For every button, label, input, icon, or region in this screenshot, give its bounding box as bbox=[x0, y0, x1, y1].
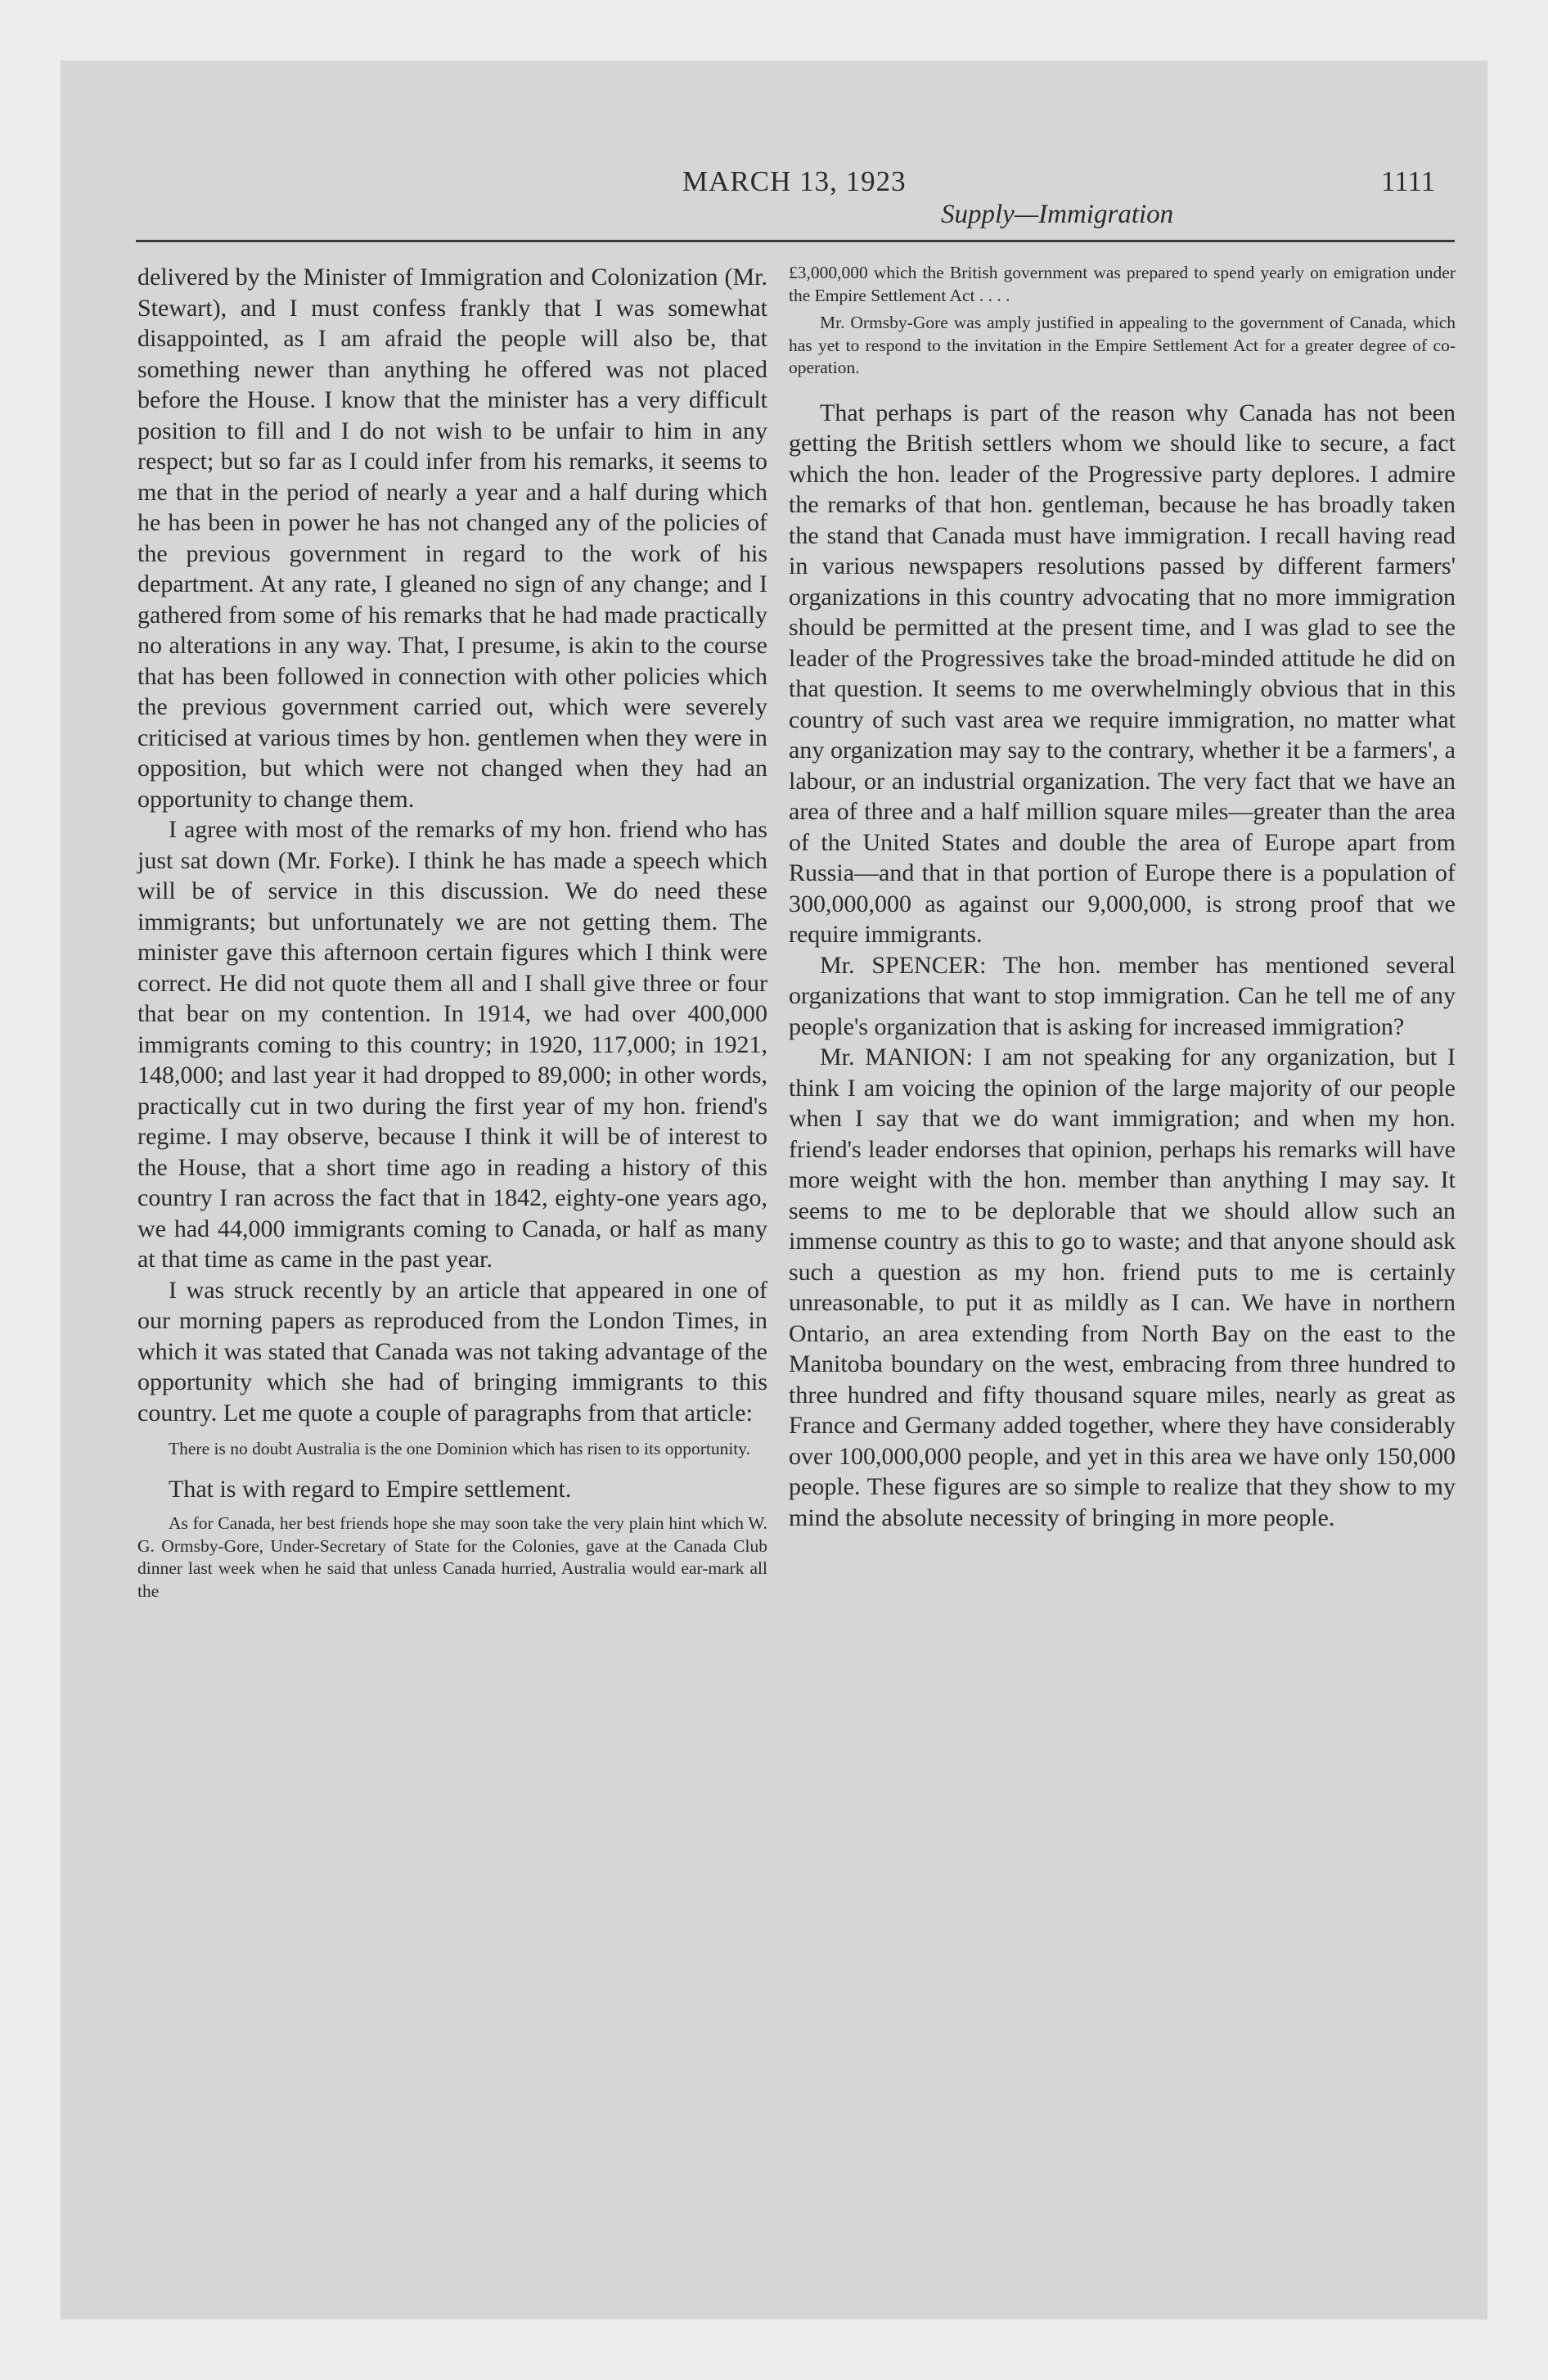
right-column bbox=[789, 262, 1456, 1533]
block-quote: There is no doubt Australia is the one Dominion which has risen to its opportunity. bbox=[169, 1439, 751, 1458]
paragraph: That is with regard to Empire settlement. bbox=[169, 1475, 572, 1503]
page bbox=[61, 61, 1487, 2319]
header-rule bbox=[136, 240, 1455, 242]
header-subject: Supply—Immigration bbox=[941, 200, 1174, 229]
paragraph: That perhaps is part of the reason why Canada has not been getting the British settlers whom we should like to secure, a fact which the hon. leader of the Progressive party deplores. I admire the remarks of that hon. gentleman, because he has broadly taken the stand that Canada must have immigration. I recall having read in various newspapers resolutions passed by different farmers' organizations in this country advocating that no more immigration should be permitted at the present time, and I was glad to see the leader of the Progressives take the broad-minded attitude he did on that question. It seems to me overwhelmingly obvious that in this country of such vast area we require immigration, no matter what any organization may say to the contrary, whether it be a farmers', a labour, or an industrial organization. The very fact that we have an area of three and a half million square miles—greater than the area of the United States and double the area of Europe apart from Russia—and that in that portion of Europe there is a population of 300,000,000 as against our 9,000,000, is strong proof that we require immigrants. bbox=[789, 399, 1456, 948]
block-quote: £3,000,000 which the British government was prepared to spend yearly on emigration under the Empire Settlement Act . . . . bbox=[789, 263, 1456, 305]
paragraph: Mr. SPENCER: The hon. member has mentioned several organizations that want to stop immigration. Can he tell me of any people's organization that is asking for increased immigration? bbox=[789, 951, 1456, 1040]
header-page-number: 1111 bbox=[1381, 165, 1436, 197]
paragraph: Mr. MANION: I am not speaking for any organization, but I think I am voicing the opinion of the large majority of our people when I say that we do want immigration; and when my hon. friend's leader endorses that opinion, perhaps his remarks will have more weight with the hon. member than anything I may say. It seems to me to be deplorable that we should allow such an immense country as this to go to waste; and that anyone should ask such a question as my hon. friend puts to me is certainly unreasonable, to put it as mildly as I can. We have in northern Ontario, an area extending from North Bay on the east to the Manitoba boundary on the west, embracing from three hundred to three hundred and fifty thousand square miles, nearly as great as France and Germany added together, where they have considerably over 100,000,000 people, and yet in this area we have only 150,000 people. These figures are so simple to realize that they show to my mind the absolute necessity of bringing in more people. bbox=[789, 1044, 1456, 1531]
block-quote: As for Canada, her best friends hope she may soon take the very plain hint which W. G. Ormsby-Gore, Under-Secretary of State for the Colonies, gave at the Canada Club dinner last week when he said that unless Canada hurried, Australia would ear-mark all the bbox=[137, 1513, 767, 1601]
block-quote: Mr. Ormsby-Gore was amply justified in appealing to the government of Canada, which has yet to respond to the invitation in the Empire Settlement Act for a greater degree of co-operation. bbox=[789, 313, 1456, 377]
paragraph: I agree with most of the remarks of my hon. friend who has just sat down (Mr. Forke). I think he has made a speech which will be of service in this discussion. We do need these immigrants; but unfortunately we are not getting them. The minister gave this afternoon certain figures which I think were correct. He did not quote them all and I shall give three or four that bear on my contention. In 1914, we had over 400,000 immigrants coming to this country; in 1920, 117,000; in 1921, 148,000; and last year it had dropped to 89,000; in other words, practically cut in two during the first year of my hon. friend's regime. I may observe, because I think it will be of interest to the House, that a short time ago in reading a history of this country I ran across the fact that in 1842, eighty-one years ago, we had 44,000 immigrants coming to Canada, or half as many at that time as came in the past year. bbox=[137, 816, 767, 1273]
paragraph: delivered by the Minister of Immigration and Colonization (Mr. Stewart), and I must confess frankly that I was somewhat disappointed, as I am afraid the people will also be, that something newer than anything he offered was not placed before the House. I know that the minister has a very difficult position to fill and I do not wish to be unfair to him in any respect; but so far as I could infer from his remarks, it seems to me that in the period of nearly a year and a half during which he has been in power he has not changed any of the policies of the previous government in regard to the work of his department. At any rate, I gleaned no sign of any change; and I gathered from some of his remarks that he had made practically no alterations in any way. That, I presume, is akin to the course that has been followed in connection with other policies which the previous government carried out, which were severely criticised at various times by hon. gentlemen when they were in opposition, but which were not changed when they had an opportunity to change them. bbox=[137, 264, 767, 813]
left-column bbox=[137, 262, 767, 1602]
header-date: MARCH 13, 1923 bbox=[682, 165, 907, 197]
paragraph: I was struck recently by an article that appeared in one of our morning papers as reproduced from the London Times, in which it was stated that Canada was not taking advantage of the opportunity which she had of bringing immigrants to this country. Let me quote a couple of paragraphs from that article: bbox=[137, 1276, 767, 1427]
